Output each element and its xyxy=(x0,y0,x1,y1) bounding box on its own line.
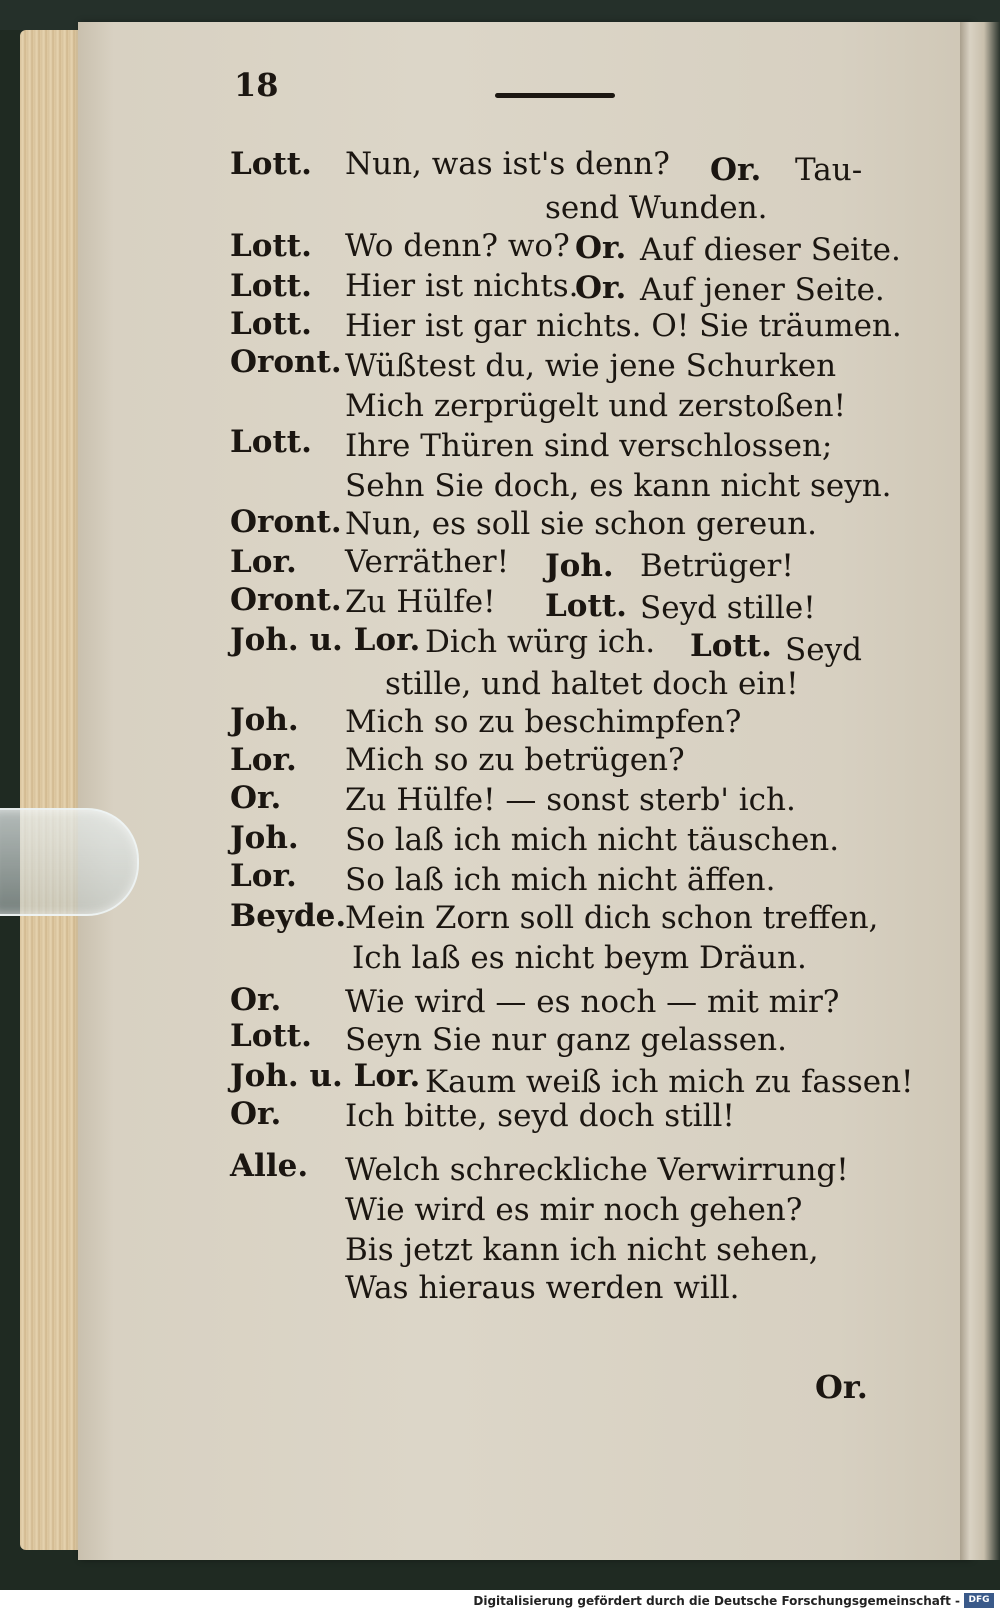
line-text: Mich so zu betrügen? xyxy=(345,742,685,778)
footer-credit: Digitalisierung gefördert durch die Deutsche Forschungsgemeinschaft - xyxy=(473,1594,960,1608)
line-text: Dich würg ich. xyxy=(425,624,656,660)
dfg-logo: DFG xyxy=(964,1593,994,1608)
speaker-label: Lott. xyxy=(230,1018,312,1054)
line-text: Auf jener Seite. xyxy=(640,272,885,308)
speaker-label: Lott. xyxy=(230,306,312,342)
line-text: Wie wird — es noch — mit mir? xyxy=(345,984,840,1020)
line-text: So laß ich mich nicht täuschen. xyxy=(345,822,840,858)
speaker-label: Or. xyxy=(710,152,762,188)
speaker-label: Joh. u. Lor. xyxy=(230,1058,421,1094)
speaker-label: Oront. xyxy=(230,504,342,540)
line-text: Nun, was ist's denn? xyxy=(345,146,670,182)
line-text: Hier ist gar nichts. O! Sie träumen. xyxy=(345,308,902,344)
line-text: Seyn Sie nur ganz gelassen. xyxy=(345,1022,787,1058)
line-text: Wie wird es mir noch gehen? xyxy=(345,1192,803,1228)
line-text: Verräther! xyxy=(345,544,510,580)
line-text: Ich laß es nicht beym Dräun. xyxy=(352,940,807,976)
book-page-edges xyxy=(20,30,80,1550)
line-text: Sehn Sie doch, es kann nicht seyn. xyxy=(345,468,892,504)
speaker-label: Lor. xyxy=(230,742,297,778)
line-text: send Wunden. xyxy=(545,190,768,226)
speaker-label: Lott. xyxy=(230,424,312,460)
line-text: So laß ich mich nicht äffen. xyxy=(345,862,776,898)
line-text: Betrüger! xyxy=(640,548,794,584)
line-text: Tau- xyxy=(795,152,863,188)
line-text: Hier ist nichts. xyxy=(345,268,579,304)
speaker-label: Oront. xyxy=(230,582,342,618)
line-text: Mich zerprügelt und zerstoßen! xyxy=(345,388,847,424)
line-text: Bis jetzt kann ich nicht sehen, xyxy=(345,1232,819,1268)
speaker-label: Lott. xyxy=(230,146,312,182)
speaker-label: Joh. xyxy=(230,820,299,856)
line-text: Welch schreckliche Verwirrung! xyxy=(345,1152,849,1188)
line-text: Nun, es soll sie schon gereun. xyxy=(345,506,818,542)
book-right-edge xyxy=(960,22,1000,1560)
line-text: Mich so zu beschimpfen? xyxy=(345,704,742,740)
book-clip xyxy=(0,808,139,916)
speaker-label: Or. xyxy=(230,780,282,816)
speaker-label: Lor. xyxy=(230,544,297,580)
catchword: Or. xyxy=(815,1368,868,1406)
line-text: Zu Hülfe! xyxy=(345,584,496,620)
speaker-label: Or. xyxy=(230,982,282,1018)
speaker-label: Joh. xyxy=(230,702,299,738)
line-text: Kaum weiß ich mich zu fassen! xyxy=(425,1064,914,1100)
footer-bar xyxy=(0,1590,1000,1612)
speaker-label: Lott. xyxy=(230,268,312,304)
speaker-label: Lott. xyxy=(230,228,312,264)
line-text: Wo denn? wo? xyxy=(345,228,570,264)
speaker-label: Lor. xyxy=(230,858,297,894)
line-text: Was hieraus werden will. xyxy=(345,1270,740,1306)
line-text: Auf dieser Seite. xyxy=(640,232,901,268)
header-rule xyxy=(495,93,615,98)
speaker-label: Or. xyxy=(230,1096,282,1132)
speaker-label: Alle. xyxy=(230,1148,309,1184)
speaker-label: Beyde. xyxy=(230,898,347,934)
speaker-label: Oront. xyxy=(230,344,342,380)
line-text: Mein Zorn soll dich schon treffen, xyxy=(345,900,879,936)
line-text: Ich bitte, seyd doch still! xyxy=(345,1098,735,1134)
speaker-label: Joh. u. Lor. xyxy=(230,622,421,658)
page-number: 18 xyxy=(234,66,279,104)
line-text: Wüßtest du, wie jene Schurken xyxy=(345,348,837,384)
speaker-label: Or. xyxy=(575,270,627,306)
speaker-label: Lott. xyxy=(690,628,772,664)
line-text: Ihre Thüren sind verschlossen; xyxy=(345,428,833,464)
line-text: Seyd xyxy=(785,632,862,668)
line-text: stille, und haltet doch ein! xyxy=(385,666,799,702)
line-text: Seyd stille! xyxy=(640,590,816,626)
speaker-label: Or. xyxy=(575,230,627,266)
line-text: Zu Hülfe! — sonst sterb' ich. xyxy=(345,782,796,818)
speaker-label: Joh. xyxy=(545,548,614,584)
speaker-label: Lott. xyxy=(545,588,627,624)
